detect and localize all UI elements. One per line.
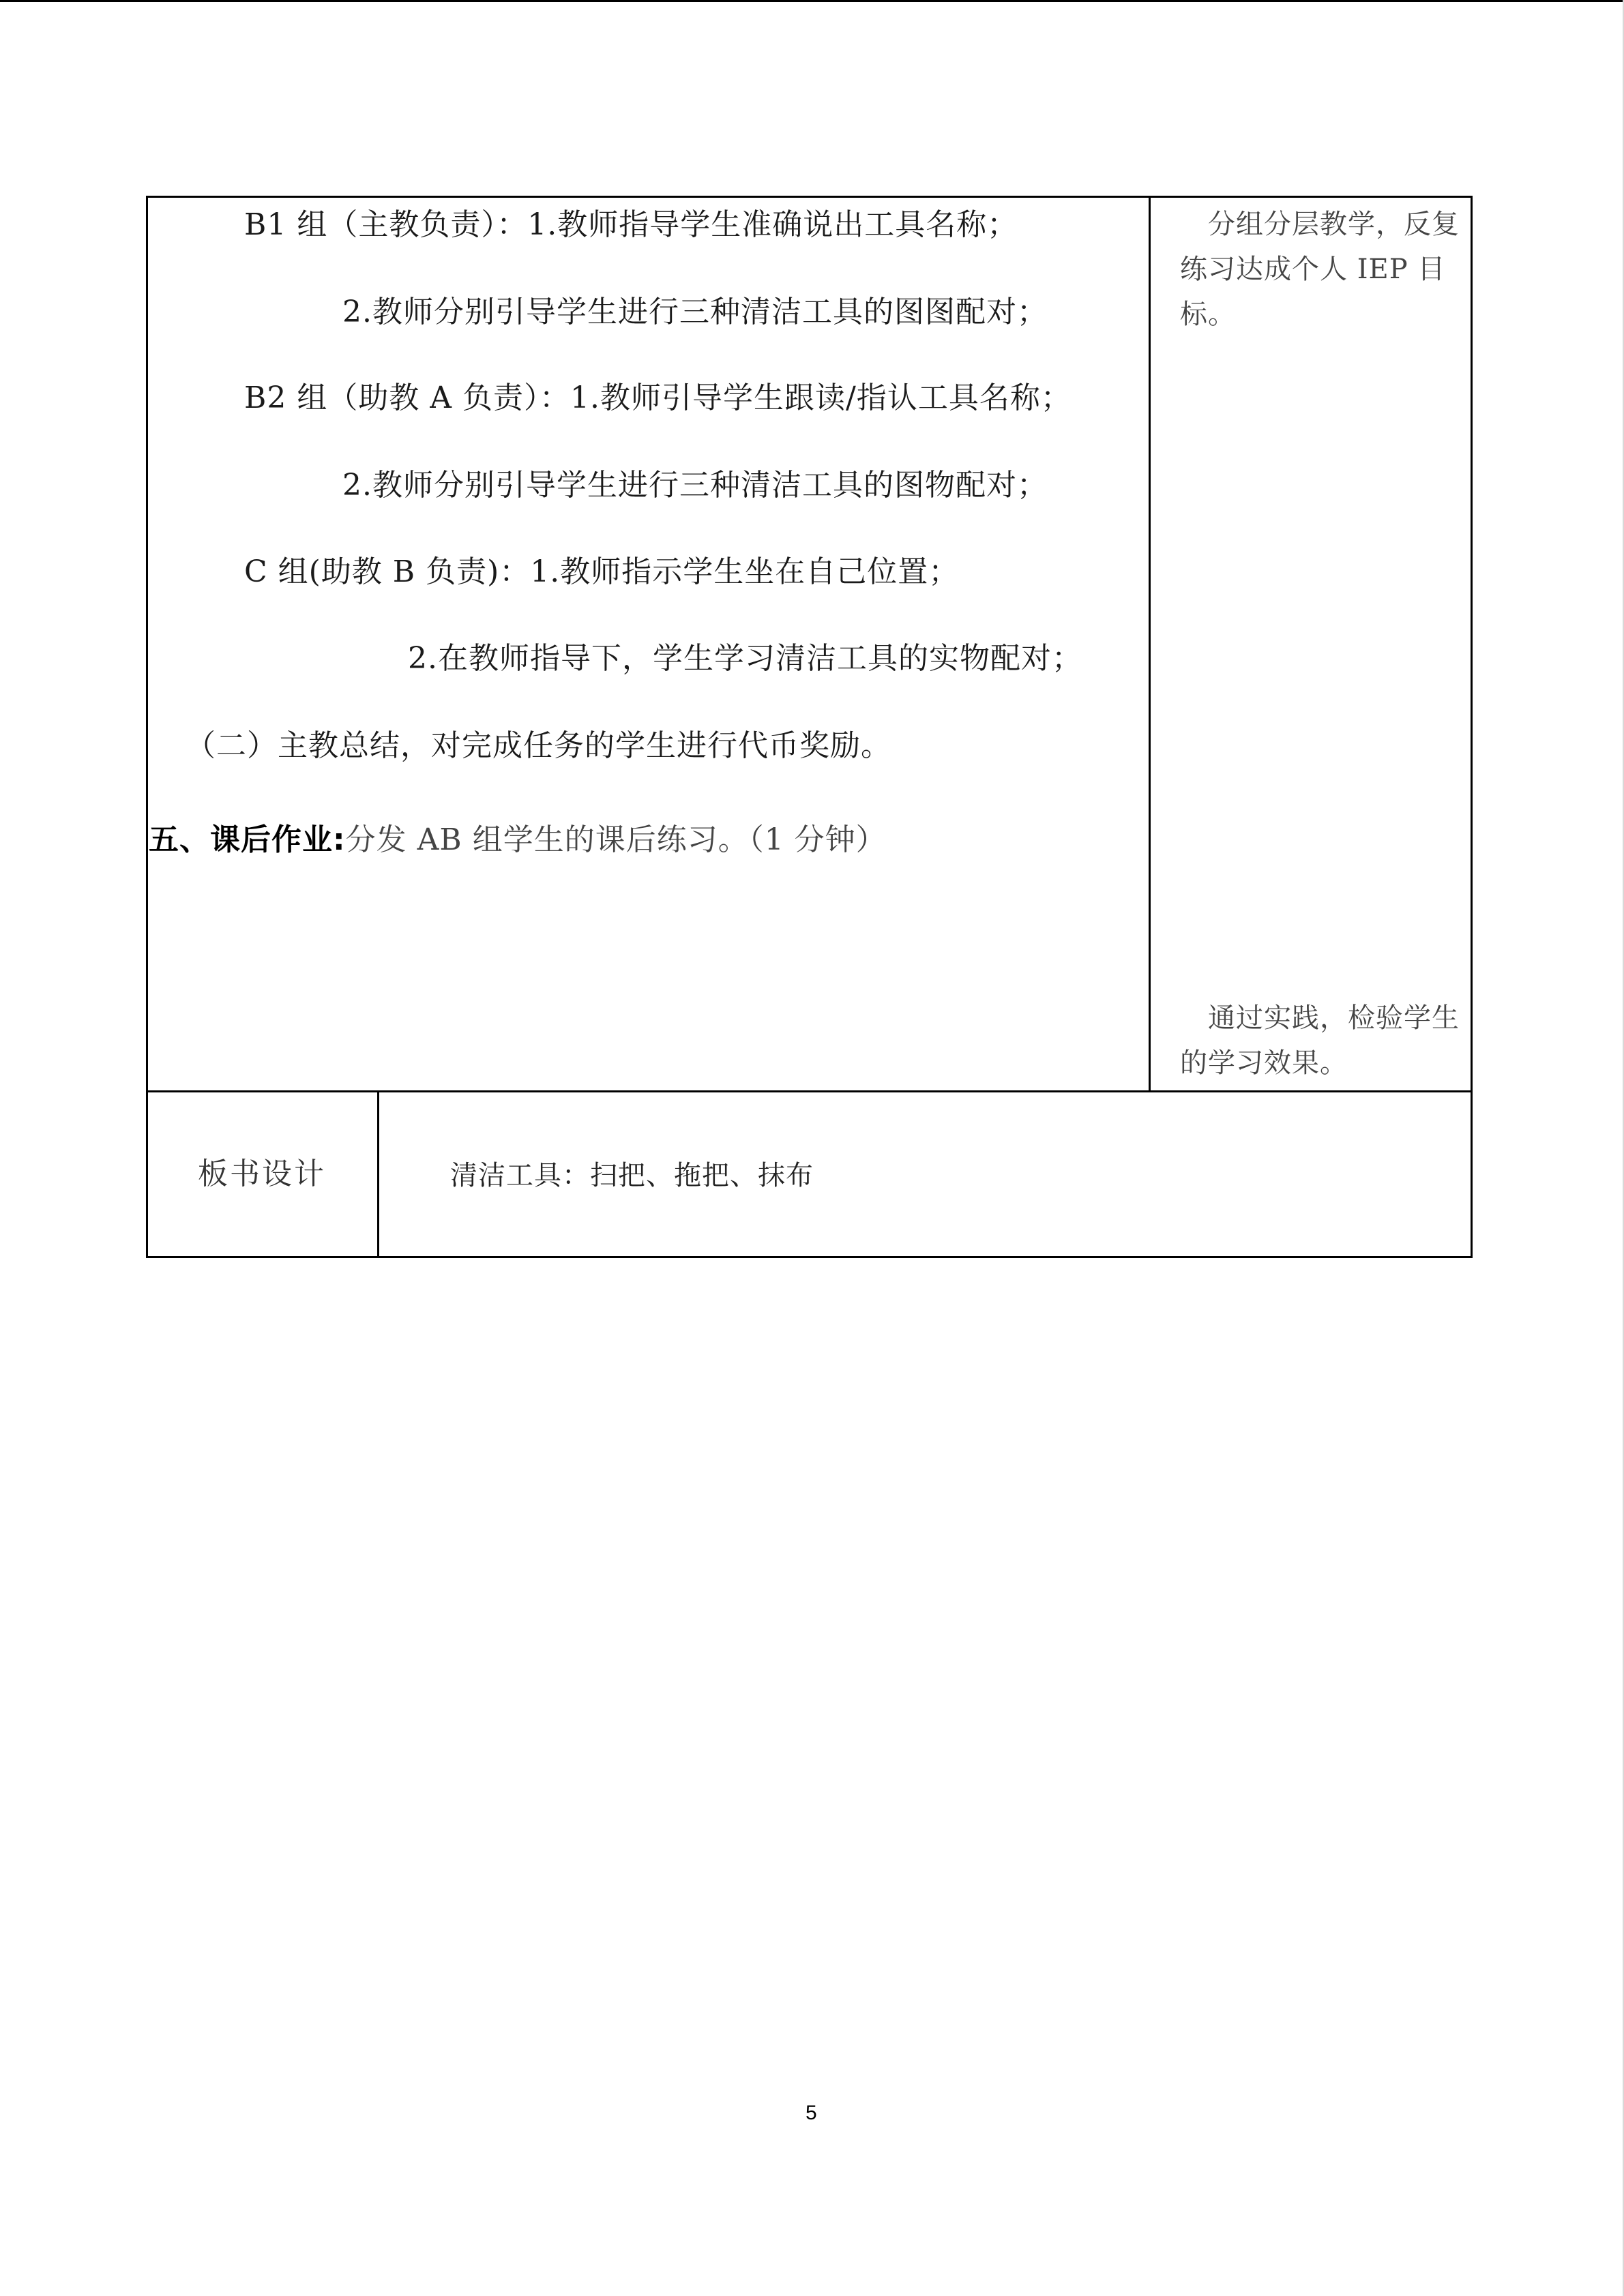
summary-line: （二）主教总结，对完成任务的学生进行代币奖励。: [186, 728, 891, 763]
design-note-grouping: 分组分层教学，反复练习达成个人 IEP 目标。: [1180, 209, 1460, 330]
homework-line: [149, 822, 887, 857]
board-design-label: 板书设计: [198, 1157, 326, 1191]
homework-text: 分发 AB 组学生的课后练习。（1 分钟）: [345, 822, 887, 857]
group-b1-step-2: 2.教师分别引导学生进行三种清洁工具的图图配对；: [342, 295, 1048, 329]
group-b1-step-1: B1 组（主教负责）：1.教师指导学生准确说出工具名称；: [244, 207, 1018, 242]
group-b2-step-2: 2.教师分别引导学生进行三种清洁工具的图物配对；: [342, 468, 1048, 503]
group-b2-step-1: B2 组（助教 A 负责）：1.教师引导学生跟读/指认工具名称；: [244, 381, 1072, 415]
homework-heading: 五、课后作业:: [149, 822, 346, 857]
group-c-step-1: C 组(助教 B 负责)：1.教师指示学生坐在自己位置；: [244, 554, 960, 589]
board-design-content: 清洁工具：扫把、拖把、抹布: [450, 1160, 814, 1191]
page-top-border: [0, 0, 1624, 2]
page-number: 5: [806, 2102, 817, 2124]
design-note-practice: 通过实践，检验学生的学习效果。: [1180, 1002, 1460, 1079]
group-c-step-2: 2.在教师指导下，学生学习清洁工具的实物配对；: [408, 641, 1082, 676]
